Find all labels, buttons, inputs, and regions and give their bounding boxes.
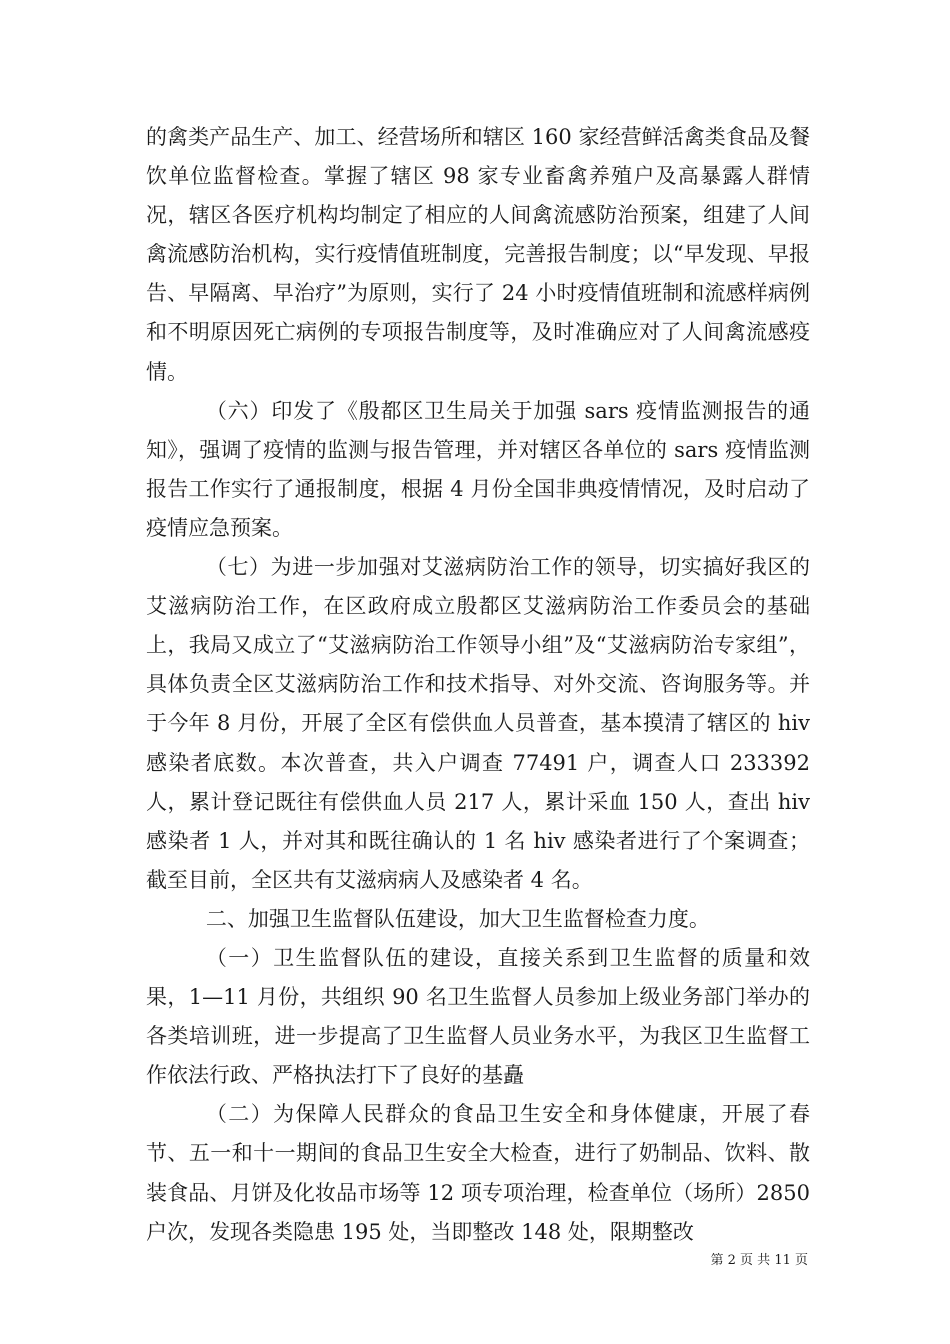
page-number-footer: 第 2 页 共 11 页 bbox=[710, 1253, 808, 1268]
document-body bbox=[146, 118, 810, 1252]
paragraph-subsection-2: （二）为保障人民群众的食品卫生安全和身体健康，开展了春节、五一和十一期间的食品卫生安全大检查，进行了奶制品、饮料、散装食品、月饼及化妆品市场等 12 项专项治理，检查单位（场所）2850 户次，发现各类隐患 195 处，当即整改 148 处，限期整改 bbox=[146, 1102, 810, 1244]
paragraph-subsection-1: （一）卫生监督队伍的建设，直接关系到卫生监督的质量和效果，1—11 月份，共组织 90 名卫生监督人员参加上级业务部门举办的各类培训班，进一步提高了卫生监督人员业务水平，为我区卫生监督工作依法行政、严格执法打下了良好的基矗 bbox=[146, 945, 810, 1088]
paragraph-section-6: （六）印发了《殷都区卫生局关于加强 sars 疫情监测报告的通知》，强调了疫情的监测与报告管理，并对辖区各单位的 sars 疫情监测报告工作实行了通报制度，根据 4 月份全国非典疫情情况，及时启动了疫情应急预案。 bbox=[146, 398, 810, 540]
paragraph-section-7: （七）为进一步加强对艾滋病防治工作的领导，切实搞好我区的艾滋病防治工作，在区政府成立殷都区艾滋病防治工作委员会的基础上，我局又成立了“艾滋病防治工作领导小组”及“艾滋病防治专家组”，具体负责全区艾滋病防治工作和技术指导、对外交流、咨询服务等。并于今年 8 月份，开展了全区有偿供血人员普查，基本摸清了辖区的 hiv 感染者底数。本次普查，共入户调查 77491 户，调查人口 233392 人，累计登记既往有偿供血人员 217 人，累计采血 150 人，查出 hiv 感染者 1 人，并对其和既往确认的 1 名 hiv 感染者进行了个案调查；截至目前，全区共有艾滋病病人及感染者 4 名。 bbox=[146, 555, 810, 892]
paragraph-continuation: 的禽类产品生产、加工、经营场所和辖区 160 家经营鲜活禽类食品及餐饮单位监督检查。掌握了辖区 98 家专业畜禽养殖户及高暴露人群情况，辖区各医疗机构均制定了相应的人间禽流感防治预案，组建了人间禽流感防治机构，实行疫情值班制度，完善报告制度；以“早发现、早报告、早隔离、早治疗”为原则，实行了 24 小时疫情值班制和流感样病例和不明原因死亡病例的专项报告制度等，及时准确应对了人间禽流感疫情。 bbox=[146, 125, 810, 384]
heading-section-2: 二、加强卫生监督队伍建设，加大卫生监督检查力度。 bbox=[205, 906, 710, 931]
